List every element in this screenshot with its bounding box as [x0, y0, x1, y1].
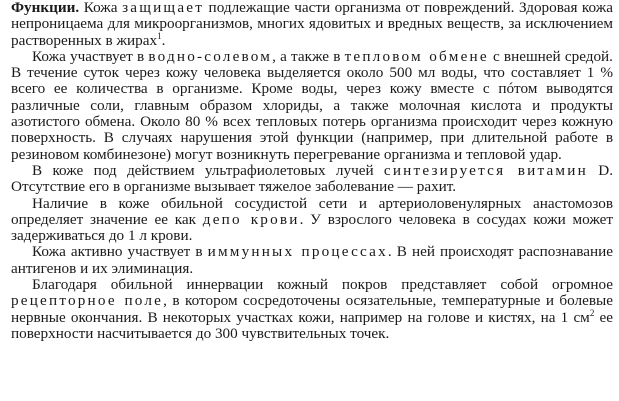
- paragraph-immune-processes: [11, 244, 613, 277]
- superscript-exponent: 2: [589, 307, 595, 318]
- emphasis-term: синтезируется витамин: [383, 161, 588, 179]
- text-run: , а также в: [272, 47, 345, 65]
- text-run: D. Отсутствие его в организме вызывает тяжелое заболевание — рахит.: [11, 161, 613, 196]
- text-run: В коже под действием ультрафиолетовых лучей: [32, 161, 384, 179]
- paragraph-functions-protection: [11, 0, 613, 49]
- paragraph-blood-depot: [11, 196, 613, 245]
- text-run: , в котором сосредоточены осязательные, температурные и болевые нервные окончания. В некоторых участках кожи, например на голове и кистях, на 1 см: [11, 292, 613, 326]
- text-run: Кожа участвует в: [32, 47, 149, 65]
- text-run: Кожа активно участвует в: [32, 243, 208, 261]
- emphasis-term: депо крови: [202, 210, 300, 228]
- text-run: Благодаря обильной иннервации кожный покров представляет собой огромное: [32, 276, 613, 294]
- emphasis-term: рецепторное поле: [11, 292, 164, 310]
- emphasis-term: иммунных процессах: [207, 243, 388, 261]
- paragraph-vitamin-d: [11, 163, 613, 196]
- section-heading: Функции.: [11, 0, 80, 16]
- paragraph-receptor-field: [11, 277, 613, 342]
- text-run: с внешней средой. В течение суток через кожу человека выделяется около 500 мл воды, что составляет 1 % всего ее количества в организме. Кроме воды, через кожу вместе с пóтом выводятся различные соли, главным образом хлориды, а также молочная кислота и продукты азотистого обмена. Около 80 % всех тепловых потерь организма происходит через кожную поверхность. В случаях нарушения этой функции (например, при длительной работе в резиновом комбинезоне) могут возникнуть перегревание организма и тепловой удар.: [11, 47, 613, 163]
- text-run: . В ней происходят распознавание антигенов и их элиминация.: [11, 243, 613, 277]
- emphasis-term: защищает: [122, 0, 205, 16]
- emphasis-term: тепловом обмене: [344, 47, 489, 65]
- text-run: подлежащие части организма от повреждений. Здоровая кожа непроницаема для микроорганизмов, многих ядовитых и вредных веществ, за исключением растворенных в жирах: [11, 0, 613, 49]
- text-run: Кожа: [79, 0, 123, 16]
- paragraph-water-salt-exchange: [11, 49, 613, 163]
- text-run: Наличие в коже обильной сосудистой сети и артериоловенулярных анастомозов определяет значение ее как: [11, 194, 613, 228]
- text-run: . У взрослого человека в сосудах кожи может задерживаться до 1 л крови.: [11, 210, 614, 245]
- emphasis-term: водно-солевом: [148, 47, 273, 65]
- text-run: .: [161, 31, 166, 49]
- footnote-marker: 1: [157, 30, 162, 41]
- text-run: ее поверхности насчитывается до 300 чувствительных точек.: [11, 308, 614, 342]
